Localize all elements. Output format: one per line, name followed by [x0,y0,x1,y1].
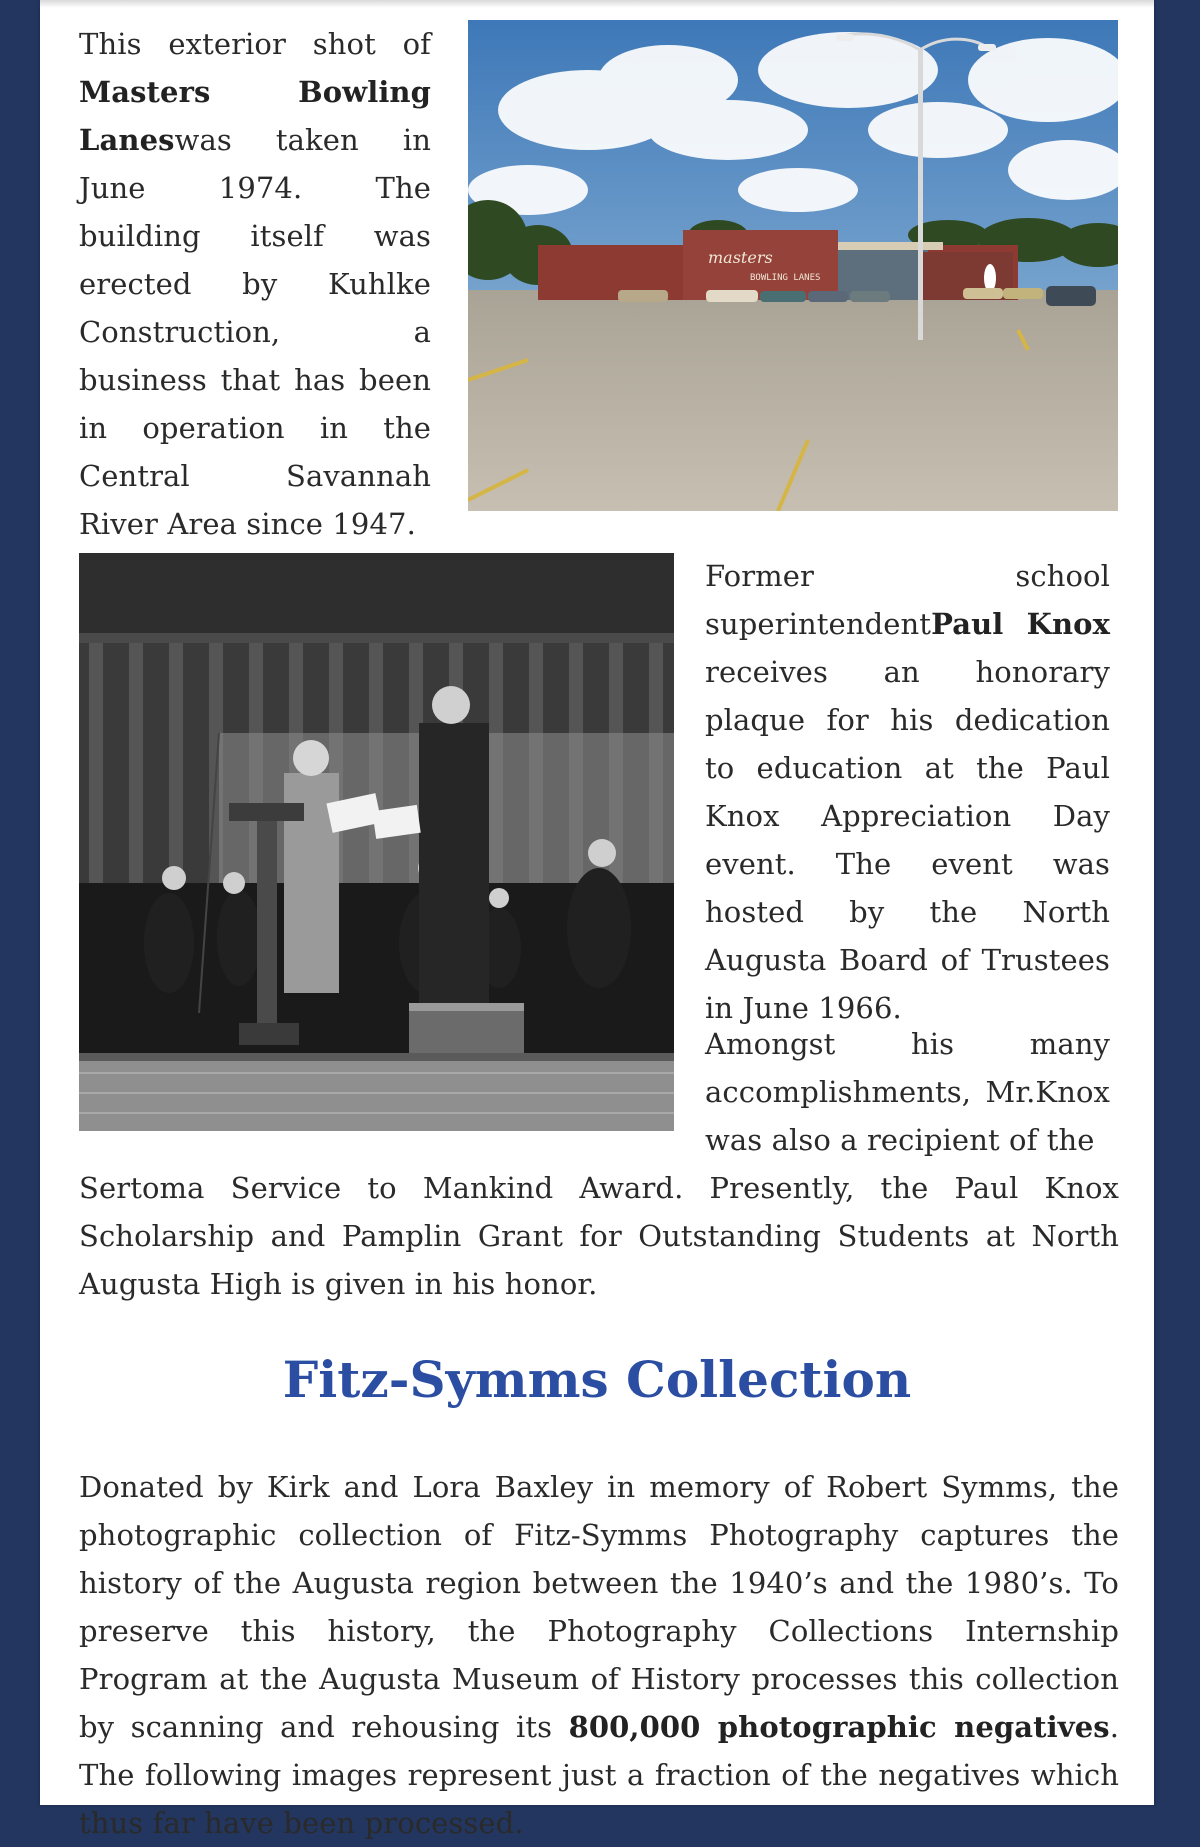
accomplishments-paragraph-start: Amongst his many accomplishments, Mr.Knox was also a recipient of the [705,1027,1110,1157]
bowling-name: Masters Bowling Lanes [79,75,431,157]
caption-text: receives an honorary plaque for his dedication to education at the Paul Knox Appreciation Day event. The event was hosted by the North Augusta Board of Trustees in June 1966. [705,655,1110,1025]
paul-knox-caption [705,552,1110,1032]
paul-knox-photo[interactable] [79,553,674,1131]
bowling-lanes-photo[interactable] [468,20,1118,511]
negatives-count: 800,000 photographic negatives [568,1710,1110,1744]
description-text: Donated by Kirk and Lora Baxley in memory of Robert Symms, the photographic collection of Fitz-Symms Photography captures the history of the Augusta region between the 1940’s and the 1980’s. To preserve this history, the Photography Collections Internship Program at the Augusta Museum of History processes this collection by scanning and rehousing its [79,1470,1119,1744]
section-heading: Fitz-Symms Collection [282,1350,912,1409]
collection-description [79,1463,1119,1847]
paul-knox-name: Paul Knox [931,607,1110,641]
bowling-caption [79,20,431,548]
caption-text: was taken in June 1974. The building itself was erected by Kuhlke Construction, a business that has been in operation in the Central Savannah River Area since 1947. [79,123,431,541]
caption-text: Former school superintendent [705,559,1110,641]
article-page [40,0,1154,1840]
description-text: . The following images represent just a fraction of the negatives which thus far have been processed. [79,1710,1120,1840]
caption-text: This exterior shot of [79,27,431,61]
bowling-sign-subtext: BOWLING LANES [750,273,821,283]
bowling-sign-text: masters [708,248,773,267]
accomplishments-paragraph-rest: Sertoma Service to Mankind Award. Presently, the Paul Knox Scholarship and Pamplin Grant for Outstanding Students at North Augusta High is given in his honor. [79,1171,1119,1301]
